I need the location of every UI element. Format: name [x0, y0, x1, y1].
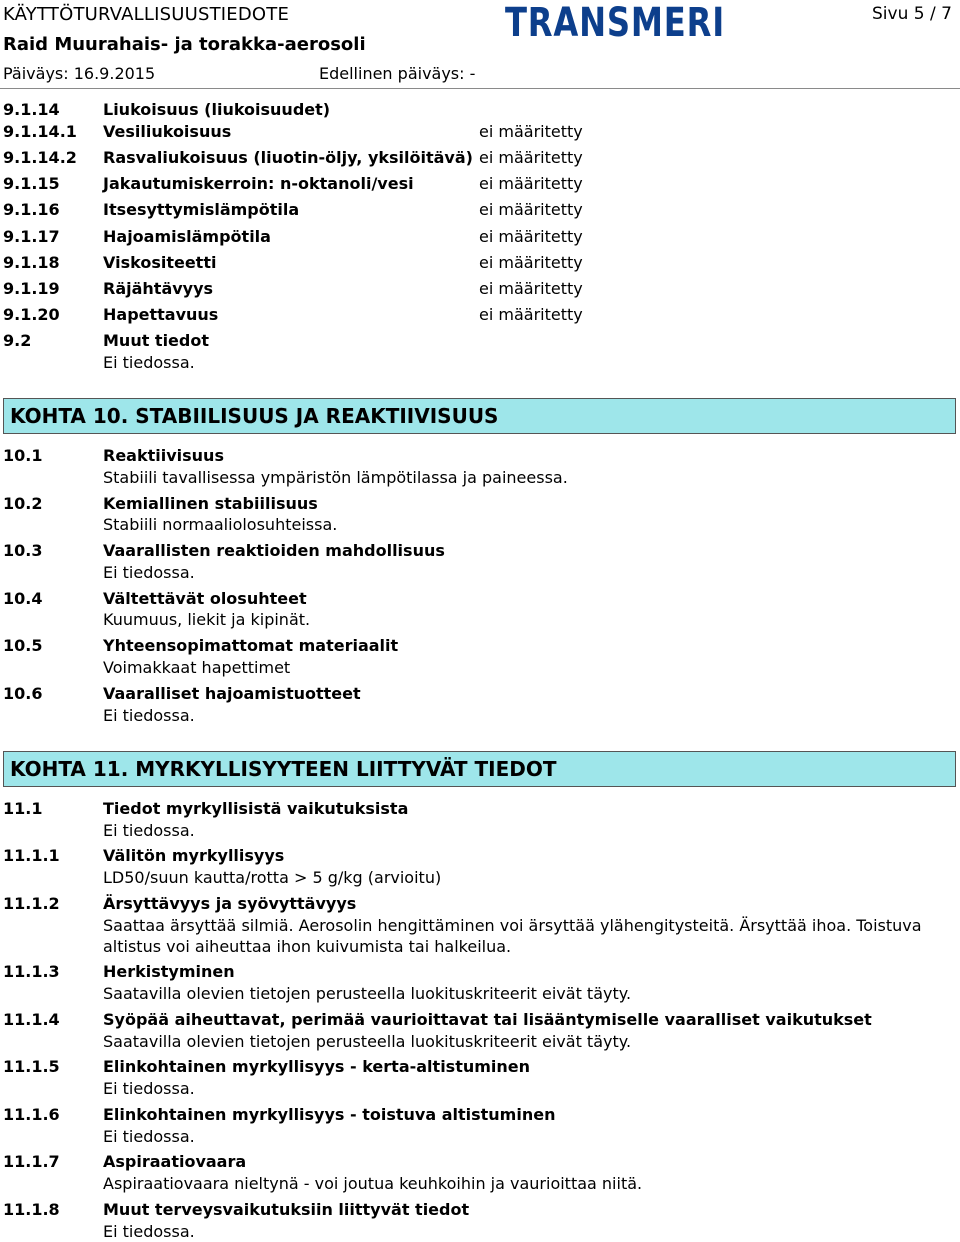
- property-number: 9.1.20: [3, 305, 60, 324]
- property-label: Liukoisuus (liukoisuudet): [103, 100, 331, 119]
- subsection-number: 11.1.3: [3, 962, 60, 981]
- subsection-label: Välitön myrkyllisyys: [103, 846, 285, 865]
- subsection-label: Yhteensopimattomat materiaalit: [103, 636, 399, 655]
- subsection-text: Ei tiedossa.: [103, 821, 195, 840]
- property-label: Itsesyttymislämpötila: [103, 200, 300, 219]
- section-11-header: KOHTA 11. MYRKYLLISYYTEEN LIITTYVÄT TIEDOT: [3, 751, 956, 787]
- subsection-label: Kemiallinen stabiilisuus: [103, 494, 318, 513]
- property-number: 9.1.14.1: [3, 122, 77, 141]
- subsection-text: Stabiili tavallisessa ympäristön lämpötilassa ja paineessa.: [103, 468, 568, 487]
- section-10-header: KOHTA 10. STABIILISUUS JA REAKTIIVISUUS: [3, 398, 956, 434]
- subsection-number: 10.2: [3, 494, 43, 513]
- subsection-text: Stabiili normaaliolosuhteissa.: [103, 515, 338, 534]
- subsection-text: Saatavilla olevien tietojen perusteella luokituskriteerit eivät täyty.: [103, 984, 632, 1003]
- subsection-label: Vaarallisten reaktioiden mahdollisuus: [103, 541, 445, 560]
- product-name: Raid Muurahais- ja torakka-aerosoli: [3, 34, 366, 55]
- property-number: 9.1.19: [3, 279, 60, 298]
- property-value: ei määritetty: [479, 279, 583, 298]
- section-9-2-text: Ei tiedossa.: [103, 353, 195, 372]
- property-value: ei määritetty: [479, 174, 583, 193]
- property-number: 9.1.17: [3, 227, 60, 246]
- property-number: 9.1.18: [3, 253, 60, 272]
- property-label: Viskositeetti: [103, 253, 217, 272]
- subsection-label: Muut terveysvaikutuksiin liittyvät tiedot: [103, 1200, 470, 1219]
- transmeri-logo: [505, 0, 727, 46]
- property-number: 9.1.15: [3, 174, 60, 193]
- subsection-number: 10.4: [3, 589, 43, 608]
- subsection-label: Vaaralliset hajoamistuotteet: [103, 684, 361, 703]
- subsection-text: Saattaa ärsyttää silmiä. Aerosolin hengittäminen voi ärsyttää ylähengitysteitä. Ärsyttää ihoa. Toistuva altistus voi aiheuttaa ihon kuivumista tai halkeilua.: [103, 916, 922, 956]
- subsection-text: Ei tiedossa.: [103, 1079, 195, 1098]
- subsection-text: Ei tiedossa.: [103, 563, 195, 582]
- previous-date: Edellinen päiväys: -: [319, 64, 476, 83]
- subsection-label: Aspiraatiovaara: [103, 1152, 247, 1171]
- subsection-label: Reaktiivisuus: [103, 446, 224, 465]
- subsection-text: Ei tiedossa.: [103, 1222, 195, 1241]
- property-label: Hapettavuus: [103, 305, 219, 324]
- subsection-label: Elinkohtainen myrkyllisyys - kerta-altistuminen: [103, 1057, 531, 1076]
- subsection-label: Vältettävät olosuhteet: [103, 589, 307, 608]
- subsection-label: Ärsyttävyys ja syövyttävyys: [103, 894, 357, 913]
- subsection-text: Kuumuus, liekit ja kipinät.: [103, 610, 311, 629]
- property-label: Rasvaliukoisuus (liuotin-öljy, yksilöitävä): [103, 148, 473, 167]
- svg-text:TRANSMERI: TRANSMERI: [505, 0, 725, 46]
- header-divider: [0, 88, 960, 89]
- date: Päiväys: 16.9.2015: [3, 64, 156, 83]
- page-number: Sivu 5 / 7: [872, 4, 952, 24]
- property-value: ei määritetty: [479, 148, 583, 167]
- property-number: 9.2: [3, 331, 32, 350]
- property-value: ei määritetty: [479, 305, 583, 324]
- subsection-number: 11.1.2: [3, 894, 60, 913]
- subsection-number: 11.1.6: [3, 1105, 60, 1124]
- property-label: Hajoamislämpötila: [103, 227, 271, 246]
- property-label: Räjähtävyys: [103, 279, 214, 298]
- property-value: ei määritetty: [479, 227, 583, 246]
- subsection-number: 11.1.5: [3, 1057, 60, 1076]
- property-label: Muut tiedot: [103, 331, 209, 350]
- property-value: ei määritetty: [479, 253, 583, 272]
- subsection-text: Voimakkaat hapettimet: [103, 658, 291, 677]
- subsection-text: Saatavilla olevien tietojen perusteella luokituskriteerit eivät täyty.: [103, 1032, 632, 1051]
- property-number: 9.1.16: [3, 200, 60, 219]
- property-value: ei määritetty: [479, 122, 583, 141]
- subsection-number: 10.6: [3, 684, 43, 703]
- subsection-number: 11.1.4: [3, 1010, 60, 1029]
- subsection-number: 10.5: [3, 636, 43, 655]
- subsection-label: Syöpää aiheuttavat, perimää vaurioittavat tai lisääntymiselle vaaralliset vaikutukset: [103, 1010, 872, 1029]
- subsection-label: Elinkohtainen myrkyllisyys - toistuva altistuminen: [103, 1105, 556, 1124]
- property-label: Jakautumiskerroin: n-oktanoli/vesi: [103, 174, 414, 193]
- subsection-text: Aspiraatiovaara nieltynä - voi joutua keuhkoihin ja vaurioittaa niitä.: [103, 1174, 643, 1193]
- subsection-text: Ei tiedossa.: [103, 706, 195, 725]
- subsection-text: LD50/suun kautta/rotta > 5 g/kg (arvioitu): [103, 868, 442, 887]
- subsection-text: Ei tiedossa.: [103, 1127, 195, 1146]
- subsection-number: 10.3: [3, 541, 43, 560]
- subsection-number: 10.1: [3, 446, 43, 465]
- subsection-number: 11.1: [3, 799, 43, 818]
- subsection-label: Herkistyminen: [103, 962, 235, 981]
- subsection-number: 11.1.1: [3, 846, 60, 865]
- property-number: 9.1.14: [3, 100, 60, 119]
- subsection-number: 11.1.8: [3, 1200, 60, 1219]
- property-number: 9.1.14.2: [3, 148, 77, 167]
- subsection-label: Tiedot myrkyllisistä vaikutuksista: [103, 799, 409, 818]
- document-type: KÄYTTÖTURVALLISUUSTIEDOTE: [3, 4, 290, 25]
- property-label: Vesiliukoisuus: [103, 122, 232, 141]
- subsection-number: 11.1.7: [3, 1152, 60, 1171]
- property-value: ei määritetty: [479, 200, 583, 219]
